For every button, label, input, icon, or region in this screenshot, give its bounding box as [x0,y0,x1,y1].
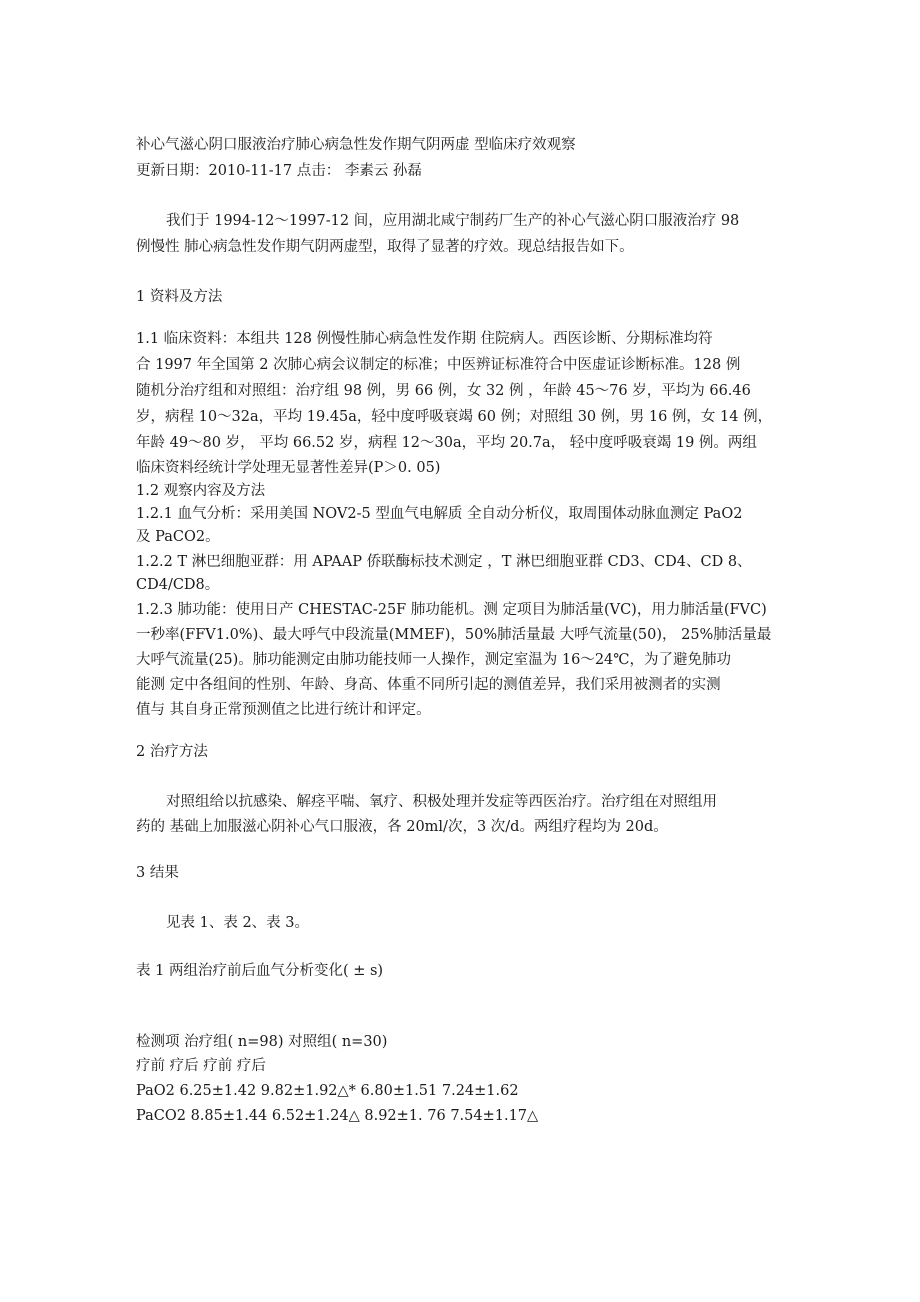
para-1-2-1-line-1: 1.2.1 血气分析：采用美国 NOV2-5 型血气电解质 全自动分析仪，取周围体动脉血测定 PaO2 [136,506,743,522]
para-1-2-2-line-2: CD4/CD8。 [136,577,220,593]
section-2-line-2: 药的 基础上加服滋心阴补心气口服液，各 20ml/次，3 次/d。两组疗程均为 20d。 [136,819,668,835]
para-1-2-3-line-5: 值与 其自身正常预测值之比进行统计和评定。 [136,702,431,718]
section-3-heading: 3 结果 [136,865,179,881]
para-1-2-3-line-4: 能测 定中各组间的性别、年龄、身高、体重不同所引起的测值差异，我们采用被测者的实测 [136,677,721,693]
para-1-1-line-1: 1.1 临床资料：本组共 128 例慢性肺心病急性发作期 住院病人。西医诊断、分期标准均符 [136,331,713,347]
para-1-2-3-line-3: 大呼气流量(25)。肺功能测定由肺功能技师一人操作，测定室温为 16～24℃，为了避免肺功 [136,652,731,668]
article-title: 补心气滋心阴口服液治疗肺心病急性发作期气阴两虚 型临床疗效观察 [136,137,576,153]
para-1-2-3-line-1: 1.2.3 肺功能：使用日产 CHESTAC-25F 肺功能机。测 定项目为肺活量(VC)，用力肺活量(FVC) [136,602,767,618]
para-1-1-line-2: 合 1997 年全国第 2 次肺心病会议制定的标准；中医辨证标准符合中医虚证诊断标准。128 例 [136,357,741,373]
para-1-2-1-line-2: 及 PaCO2。 [136,529,220,545]
table-1-header-row: 检测项 治疗组( n=98) 对照组( n=30) [136,1034,388,1050]
section-2-heading: 2 治疗方法 [136,744,208,760]
para-1-1-line-3: 随机分治疗组和对照组：治疗组 98 例，男 66 例，女 32 例 ，年龄 45～76 岁，平均为 66.46 [136,383,751,399]
intro-line-2: 例慢性 肺心病急性发作期气阴两虚型，取得了显著的疗效。现总结报告如下。 [136,239,634,255]
section-2-line-1: 对照组给以抗感染、解痉平喘、氧疗、积极处理并发症等西医治疗。治疗组在对照组用 [166,794,717,810]
heading-1-2: 1.2 观察内容及方法 [136,483,266,499]
table-1-row-pao2: PaO2 6.25±1.42 9.82±1.92△* 6.80±1.51 7.24±1.62 [136,1083,519,1099]
para-1-1-line-6: 临床资料经统计学处理无显著性差异(P＞0. 05) [136,460,441,476]
table-1-caption: 表 1 两组治疗前后血气分析变化( ± s) [136,963,384,979]
para-1-1-line-4: 岁，病程 10～32a，平均 19.45a，轻中度呼吸衰竭 60 例；对照组 30 例，男 16 例，女 14 例， [136,409,773,425]
para-1-2-2-line-1: 1.2.2 T 淋巴细胞亚群：用 APAAP 侨联酶标技术测定 ，T 淋巴细胞亚群 CD3、CD4、CD 8、 [136,554,752,570]
table-1-subheader-row: 疗前 疗后 疗前 疗后 [136,1058,266,1074]
intro-line-1: 我们于 1994-12～1997-12 间，应用湖北咸宁制药厂生产的补心气滋心阴口服液治疗 98 [166,213,740,229]
table-1-row-paco2: PaCO2 8.85±1.44 6.52±1.24△ 8.92±1. 76 7.54±1.17△ [136,1108,539,1124]
section-3-body: 见表 1、表 2、表 3。 [166,915,310,931]
section-1-heading: 1 资料及方法 [136,289,223,305]
para-1-2-3-line-2: 一秒率(FFV1.0%)、最大呼气中段流量(MMEF)，50%肺活量最 大呼气流量(50)， 25%肺活量最 [136,627,772,643]
article-meta: 更新日期：2010-11-17 点击： 李素云 孙磊 [136,163,422,179]
para-1-1-line-5: 年龄 49～80 岁， 平均 66.52 岁，病程 12～30a，平均 20.7a， 轻中度呼吸衰竭 19 例。两组 [136,435,757,451]
